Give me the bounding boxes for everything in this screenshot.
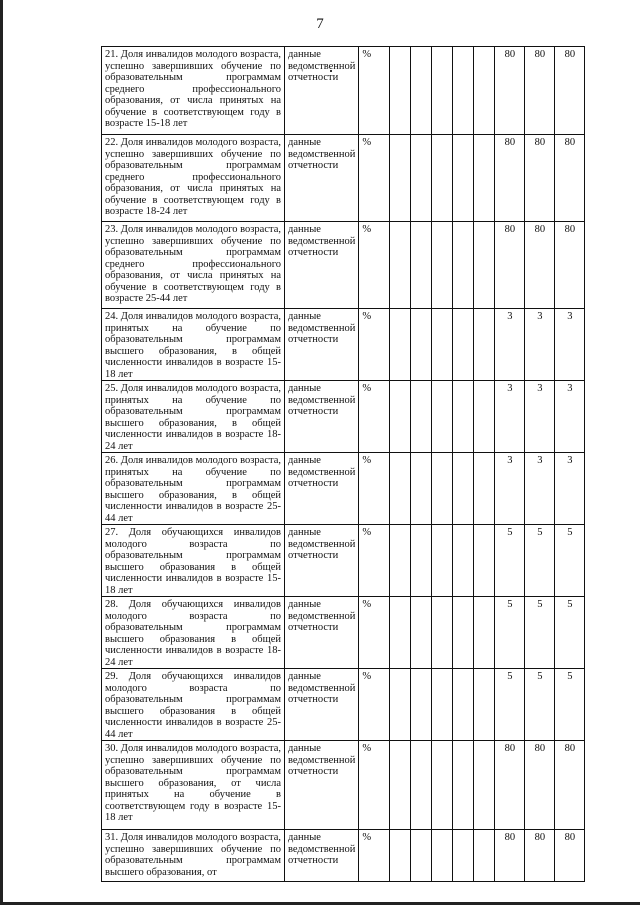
- unit-cell: %: [359, 135, 390, 222]
- value-cell: 80: [495, 830, 525, 882]
- source-cell: данные ведомственной отчетности: [285, 222, 359, 309]
- table-row: [102, 741, 585, 830]
- table-row: [102, 309, 585, 381]
- value-cell: [432, 381, 453, 453]
- scan-left-edge: [0, 0, 3, 905]
- unit-cell: %: [359, 309, 390, 381]
- value-cell: 3: [555, 381, 585, 453]
- value-cell: 5: [495, 669, 525, 741]
- source-cell: данные ведомственной отчетности: [285, 669, 359, 741]
- value-cell: [453, 597, 474, 669]
- value-cell: 5: [495, 525, 525, 597]
- value-cell: [474, 222, 495, 309]
- unit-cell: %: [359, 47, 390, 135]
- value-cell: [474, 741, 495, 830]
- indicator-cell: 30. Доля инвалидов молодого возраста, успешно завершивших обучение по образовательным программам высшего образования, от числа принятых на обучение в соответствующем году в возрасте 15-18 лет: [102, 741, 285, 830]
- value-cell: [474, 830, 495, 882]
- value-cell: [453, 525, 474, 597]
- value-cell: 80: [555, 135, 585, 222]
- value-cell: 80: [495, 222, 525, 309]
- value-cell: [411, 135, 432, 222]
- table-row: [102, 669, 585, 741]
- source-cell: данные ведомственной отчетности: [285, 597, 359, 669]
- value-cell: 80: [525, 222, 555, 309]
- indicator-cell: 31. Доля инвалидов молодого возраста, успешно завершивших обучение по образовательным программам высшего образования, от: [102, 830, 285, 882]
- source-cell: данные ведомственной отчетности: [285, 309, 359, 381]
- value-cell: [474, 525, 495, 597]
- value-cell: [390, 47, 411, 135]
- value-cell: [411, 381, 432, 453]
- table-row: [102, 597, 585, 669]
- value-cell: 80: [555, 222, 585, 309]
- indicator-cell: 29. Доля обучающихся инвалидов молодого возраста по образовательным программам высшего образования в общей численности инвалидов в возрасте 25-44 лет: [102, 669, 285, 741]
- table-row: [102, 47, 585, 135]
- value-cell: 3: [495, 453, 525, 525]
- source-cell: данные ведомственной отчетности: [285, 453, 359, 525]
- value-cell: 3: [555, 453, 585, 525]
- value-cell: 5: [555, 525, 585, 597]
- value-cell: [411, 309, 432, 381]
- value-cell: [390, 309, 411, 381]
- value-cell: 80: [525, 830, 555, 882]
- value-cell: [474, 47, 495, 135]
- source-cell: данные ведомственной отчетности: [285, 47, 359, 135]
- unit-cell: %: [359, 381, 390, 453]
- value-cell: [432, 830, 453, 882]
- value-cell: [390, 453, 411, 525]
- value-cell: [390, 741, 411, 830]
- value-cell: [390, 597, 411, 669]
- value-cell: [453, 309, 474, 381]
- value-cell: 5: [525, 669, 555, 741]
- value-cell: [411, 525, 432, 597]
- value-cell: 80: [525, 47, 555, 135]
- indicator-cell: 28. Доля обучающихся инвалидов молодого возраста по образовательным программам высшего образования в общей численности инвалидов в возрасте 18-24 лет: [102, 597, 285, 669]
- indicator-cell: 21. Доля инвалидов молодого возраста, успешно завершивших обучение по образовательным программам среднего профессионального образования, от числа принятых на обучение в соответствующем году в возрасте 15-18 лет: [102, 47, 285, 135]
- value-cell: 80: [495, 741, 525, 830]
- source-cell: данные ведомственной отчетности: [285, 381, 359, 453]
- value-cell: 80: [555, 741, 585, 830]
- value-cell: [474, 453, 495, 525]
- indicator-cell: 22. Доля инвалидов молодого возраста, успешно завершивших обучение по образовательным программам среднего профессионального образования, от числа принятых на обучение в соответствующем году в возрасте 18-24 лет: [102, 135, 285, 222]
- value-cell: [432, 741, 453, 830]
- value-cell: [411, 830, 432, 882]
- value-cell: [411, 597, 432, 669]
- value-cell: [390, 135, 411, 222]
- value-cell: [453, 669, 474, 741]
- unit-cell: %: [359, 741, 390, 830]
- value-cell: 3: [525, 381, 555, 453]
- indicator-cell: 26. Доля инвалидов молодого возраста, принятых на обучение по образовательным программам высшего образования, в общей численности инвалидов в возрасте 25-44 лет: [102, 453, 285, 525]
- table-row: [102, 830, 585, 882]
- value-cell: 80: [495, 135, 525, 222]
- value-cell: 80: [555, 830, 585, 882]
- value-cell: [453, 135, 474, 222]
- source-cell: данные ведомственной отчетности: [285, 525, 359, 597]
- value-cell: 3: [555, 309, 585, 381]
- table-row: [102, 381, 585, 453]
- unit-cell: %: [359, 830, 390, 882]
- table-row: [102, 135, 585, 222]
- value-cell: [432, 47, 453, 135]
- unit-cell: %: [359, 525, 390, 597]
- value-cell: [390, 222, 411, 309]
- value-cell: [432, 135, 453, 222]
- value-cell: [411, 453, 432, 525]
- value-cell: [453, 453, 474, 525]
- value-cell: 5: [525, 597, 555, 669]
- unit-cell: %: [359, 669, 390, 741]
- value-cell: [390, 830, 411, 882]
- value-cell: [390, 669, 411, 741]
- value-cell: [390, 381, 411, 453]
- unit-cell: %: [359, 597, 390, 669]
- value-cell: 5: [555, 597, 585, 669]
- value-cell: [474, 597, 495, 669]
- value-cell: [411, 47, 432, 135]
- value-cell: 3: [495, 381, 525, 453]
- value-cell: 5: [495, 597, 525, 669]
- value-cell: [432, 222, 453, 309]
- unit-cell: %: [359, 222, 390, 309]
- table-row: [102, 525, 585, 597]
- value-cell: 80: [525, 135, 555, 222]
- indicator-cell: 24. Доля инвалидов молодого возраста, принятых на обучение по образовательным программам высшего образования, в общей численности инвалидов в возрасте 15-18 лет: [102, 309, 285, 381]
- source-cell: данные ведомственной отчетности: [285, 741, 359, 830]
- value-cell: 80: [495, 47, 525, 135]
- value-cell: 5: [525, 525, 555, 597]
- value-cell: [474, 381, 495, 453]
- value-cell: 3: [525, 453, 555, 525]
- value-cell: 3: [525, 309, 555, 381]
- source-cell: данные ведомственной отчетности: [285, 830, 359, 882]
- value-cell: 5: [555, 669, 585, 741]
- value-cell: [453, 222, 474, 309]
- value-cell: [411, 222, 432, 309]
- value-cell: [432, 597, 453, 669]
- value-cell: [474, 135, 495, 222]
- value-cell: [432, 525, 453, 597]
- indicator-cell: 23. Доля инвалидов молодого возраста, успешно завершивших обучение по образовательным программам среднего профессионального образования, от числа принятых на обучение в соответствующем году в возрасте 25-44 лет: [102, 222, 285, 309]
- table-row: [102, 453, 585, 525]
- value-cell: 3: [495, 309, 525, 381]
- value-cell: [453, 47, 474, 135]
- value-cell: [432, 309, 453, 381]
- value-cell: [432, 453, 453, 525]
- value-cell: 80: [525, 741, 555, 830]
- value-cell: [390, 525, 411, 597]
- indicators-table-body: [102, 47, 585, 882]
- value-cell: [453, 381, 474, 453]
- indicators-table: [101, 46, 585, 882]
- value-cell: [453, 830, 474, 882]
- table-row: [102, 222, 585, 309]
- value-cell: [453, 741, 474, 830]
- indicator-cell: 25. Доля инвалидов молодого возраста, принятых на обучение по образовательным программам высшего образования, в общей численности инвалидов в возрасте 18-24 лет: [102, 381, 285, 453]
- value-cell: [411, 669, 432, 741]
- value-cell: [411, 741, 432, 830]
- indicator-cell: 27. Доля обучающихся инвалидов молодого возраста по образовательным программам высшего образования в общей численности инвалидов в возрасте 15-18 лет: [102, 525, 285, 597]
- value-cell: [474, 309, 495, 381]
- value-cell: 80: [555, 47, 585, 135]
- value-cell: [432, 669, 453, 741]
- unit-cell: %: [359, 453, 390, 525]
- source-cell: данные ведомственной отчетности: [285, 135, 359, 222]
- value-cell: [474, 669, 495, 741]
- page-number: 7: [316, 16, 324, 32]
